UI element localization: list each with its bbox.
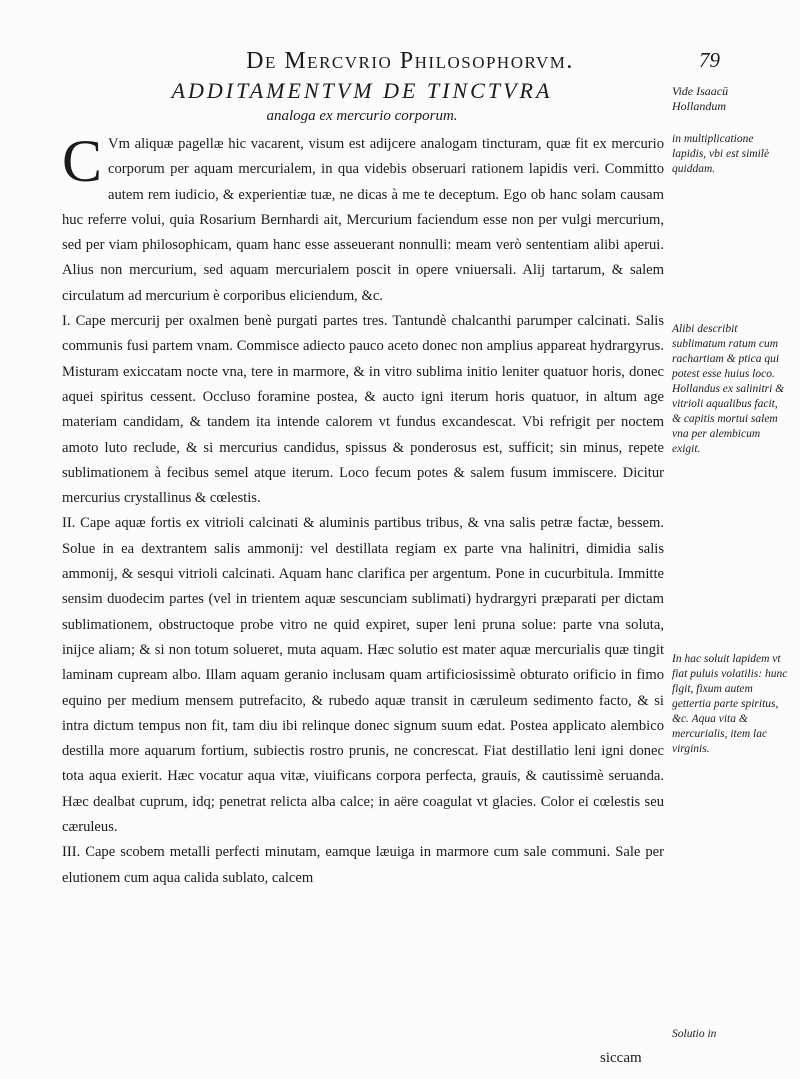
running-head-title: De Mercvrio Philosophorvm. bbox=[246, 48, 574, 74]
paragraph-text: II. Cape aquæ fortis ex vitrioli calcinati & aluminis partibus tribus, & vna salis petræ factæ, bessem. Solue in ea dextrantem salis ammonij: vel destillata regiam ex parte vna halinitri, dimidia salis ammonij, & sesqui vitrioli calcinati. Aquam hanc clarifica per argentum. Pone in cucurbitula. Immitte sensim duodecim partes (vel in trientem aquæ sescunciam sublimati) hydrargyri præparati per dictam sublimationem, obstructoque probe vitro ne quid expiret, super leni pruna solue: parte vna soluta, inijce aliam; & si non totum solueret, muta aquam. Hæc solutio est mater aquæ mercurialis quæ tingit laminam cupream albo. Illam aquam geranio inclusam quam artificiosissimè obturato orificio in fimo equino per medium mensem putrefacito, & rubedo aquæ transit in cæruleum sedimento facto, & si intra dictum tempus non fit, tam diu ibi relinque donec signum suum edat. Postea applicato alembico destilla more aquarum fortium, subiectis rostro prunis, ne concrescat. Fiat destillatio leni igni donec tota aqua exierit. Hæc vocatur aqua vitæ, viuificans corpora perfecta, grauis, & cautissimè seruanda. Hæc dealbat cuprum, idq; penetrat relicta alba calce; in aëre coagulat vt glacies. Color ei cœlestis seu cæruleus. bbox=[62, 515, 664, 836]
margin-note: Solutio in bbox=[672, 1028, 717, 1040]
page-number: 79 bbox=[699, 48, 720, 72]
paragraph-one bbox=[62, 309, 664, 511]
body-text bbox=[62, 128, 664, 891]
paragraph-text: III. Cape scobem metalli perfecti minutam, eamque læuiga in marmore cum sale communi. Sale per elutionem cum aqua calida sublato, calcem bbox=[62, 844, 664, 886]
paragraph-text: I. Cape mercurij per oxalmen benè purgati partes tres. Tantundè chalcanthi parumper calcinati. Salis communis fusi partem vnam. Commisce adiecto pauco aceto donec non amplius appareat hydrargyrus. Misturam exiccatam nocte vna, tere in marmore, & in vitro sublima initio leniter quatuor horis, donec aquei spiritus cessent. Occluso foramine postea, & aucto igni iterum horis quatuor, in altum age materiam candidam, & tandem ita intende calorem vt fundus excandescat. Vbi refrigit per noctem amoto luto reclude, & si mercurius candidus, spissus & ponderosus est, sufficit; sin minus, repete sublimationem à fecibus semel atque iterum. Loco fecum potes & salem fusum immiscere. Dicitur mercurius crystallinus & cœlestis. bbox=[62, 313, 664, 507]
section-subtitle: analoga ex mercurio corporum. bbox=[266, 108, 458, 124]
paragraph-three bbox=[62, 840, 664, 891]
drop-cap: C bbox=[62, 128, 103, 194]
running-head bbox=[100, 48, 720, 78]
margin-note: in multiplicatione lapidis, vbi est similè quiddam. bbox=[672, 133, 770, 175]
paragraph-intro bbox=[62, 128, 664, 309]
catchword: siccam bbox=[600, 1050, 642, 1066]
margin-note: In hac soluit lapidem vt fiat puluis volatilis: hunc figit, fixum autem gettertia parte spiritus, &c. Aqua vita & mercurialis, item lac virginis. bbox=[672, 653, 788, 755]
section-title: ADDITAMENTVM DE TINCTVRA bbox=[171, 78, 553, 103]
margin-note: Alibi describit sublimatum ratum cum rachartiam & ptica qui potest esse huius loco. Hollandus ex salinitri & vitrioli aqualibus facit, & capitis mortui salem vna per alembicum exigit. bbox=[672, 323, 785, 455]
paragraph-text: Vm aliquæ pagellæ hic vacarent, visum est adijcere analogam tincturam, quæ fit ex mercurio corporum per aquam mercurialem, in qua videbis obseruari rationem lapidis veri. Committo autem rem iudicio, & experientiæ tuæ, ne dicas à me te deceptum. Ego ob hanc solam causam huc referre volui, quia Rosarium Bernhardi ait, Mercurium faciendum esse non per vulgi mercurium, sed per viam philosophicam, quam hanc esse asseuerant nonnulli: meam verò sententiam alibi aperui. Alius non mercurium, sed aquam mercurialem poscit in opere vniuersali. Alij tartarum, & salem circulatum ad mercurium è corporibus eliciendum, &c. bbox=[62, 136, 664, 304]
paragraph-two bbox=[62, 511, 664, 840]
margin-note-header: Vide Isaacū Hollandum bbox=[672, 84, 729, 113]
